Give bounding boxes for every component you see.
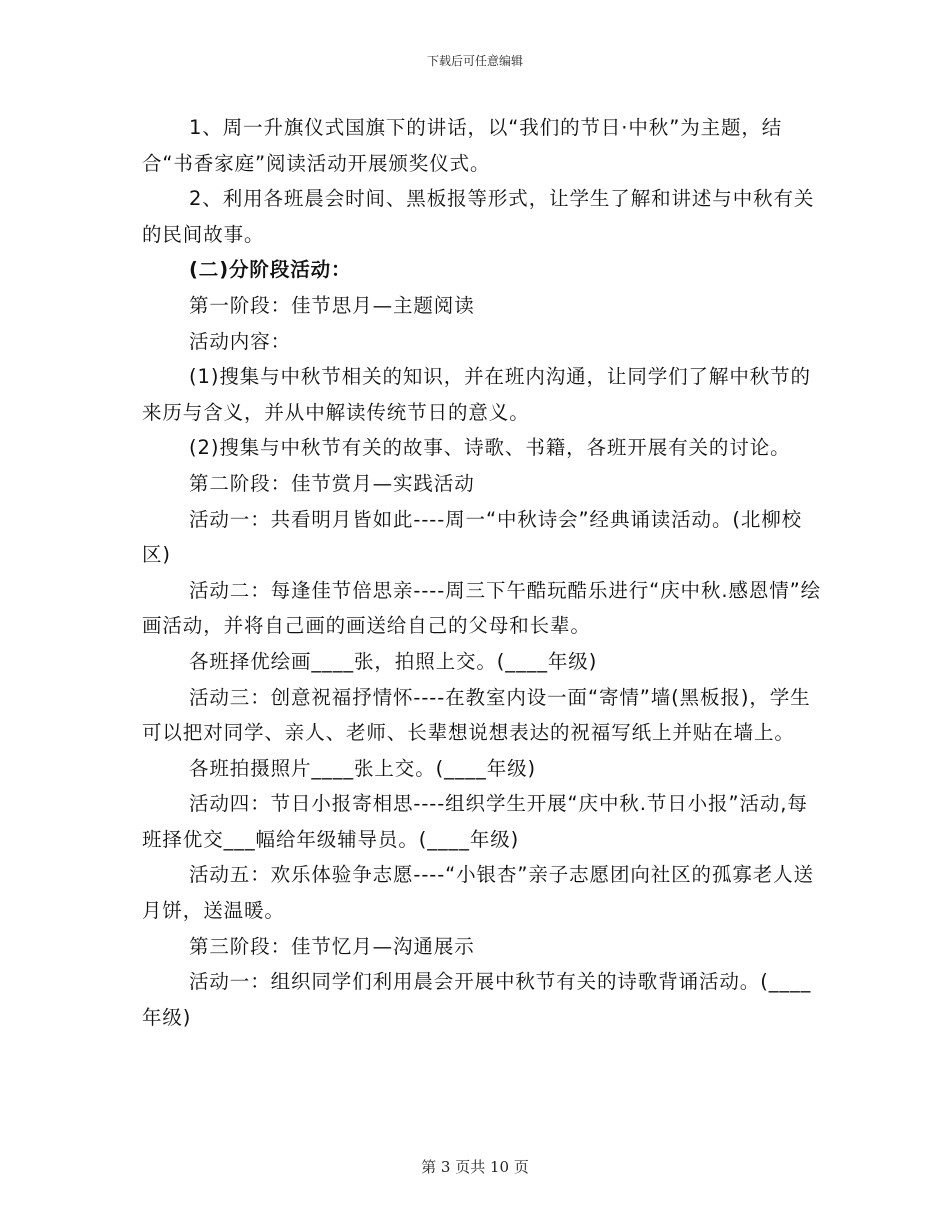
document-body <box>142 110 822 1035</box>
activity-two: 活动二：每逢佳节倍思亲----周三下午酷玩酷乐进行“庆中秋.感恩情”绘画活动，并将自己画的画送给自己的父母和长辈。 <box>142 578 822 638</box>
stage-three-title: 第三阶段：佳节忆月—沟通展示 <box>189 934 475 958</box>
activity-four: 活动四：节日小报寄相思----组织学生开展“庆中秋.节日小报”活动,每班择优交___幅给年级辅导员。(____年级) <box>142 792 808 851</box>
stage-two-title: 第二阶段：佳节赏月—实践活动 <box>189 471 475 495</box>
content-item-1: (1)搜集与中秋节相关的知识，并在班内沟通，让同学们了解中秋节的来历与含义，并从中解读传统节日的意义。 <box>142 365 811 424</box>
paragraph-2: 2、利用各班晨会时间、黑板报等形式，让学生了解和讲述与中秋有关的民间故事。 <box>142 187 815 246</box>
activity-content-label: 活动内容： <box>189 329 292 353</box>
activity-three-note: 各班拍摄照片____张上交。(____年级) <box>189 756 537 780</box>
page-header: 下载后可任意编辑 <box>426 54 523 68</box>
stage-one-title: 第一阶段：佳节思月—主题阅读 <box>189 293 475 317</box>
activity-two-note: 各班择优绘画____张，拍照上交。(____年级) <box>189 649 598 673</box>
section-heading: (二)分阶段活动： <box>189 258 352 282</box>
stage-three-activity-one: 活动一：组织同学们利用晨会开展中秋节有关的诗歌背诵活动。(____年级) <box>142 970 812 1029</box>
activity-three: 活动三：创意祝福抒情怀----在教室内设一面“寄情”墙(黑板报)，学生可以把对同学、亲人、老师、长辈想说想表达的祝福写纸上并贴在墙上。 <box>142 685 811 745</box>
content-item-2: (2)搜集与中秋节有关的故事、诗歌、书籍，各班开展有关的讨论。 <box>189 436 791 460</box>
paragraph-1: 1、周一升旗仪式国旗下的讲话，以“我们的节日·中秋”为主题，结合“书香家庭”阅读活动开展颁奖仪式。 <box>142 116 783 175</box>
activity-one: 活动一：共看明月皆如此----周一“中秋诗会”经典诵读活动。(北柳校区) <box>142 507 803 567</box>
page-footer: 第 3 页共 10 页 <box>421 1158 529 1176</box>
activity-five: 活动五：欢乐体验争志愿----“小银杏”亲子志愿团向社区的孤寡老人送月饼，送温暖。 <box>142 863 814 923</box>
